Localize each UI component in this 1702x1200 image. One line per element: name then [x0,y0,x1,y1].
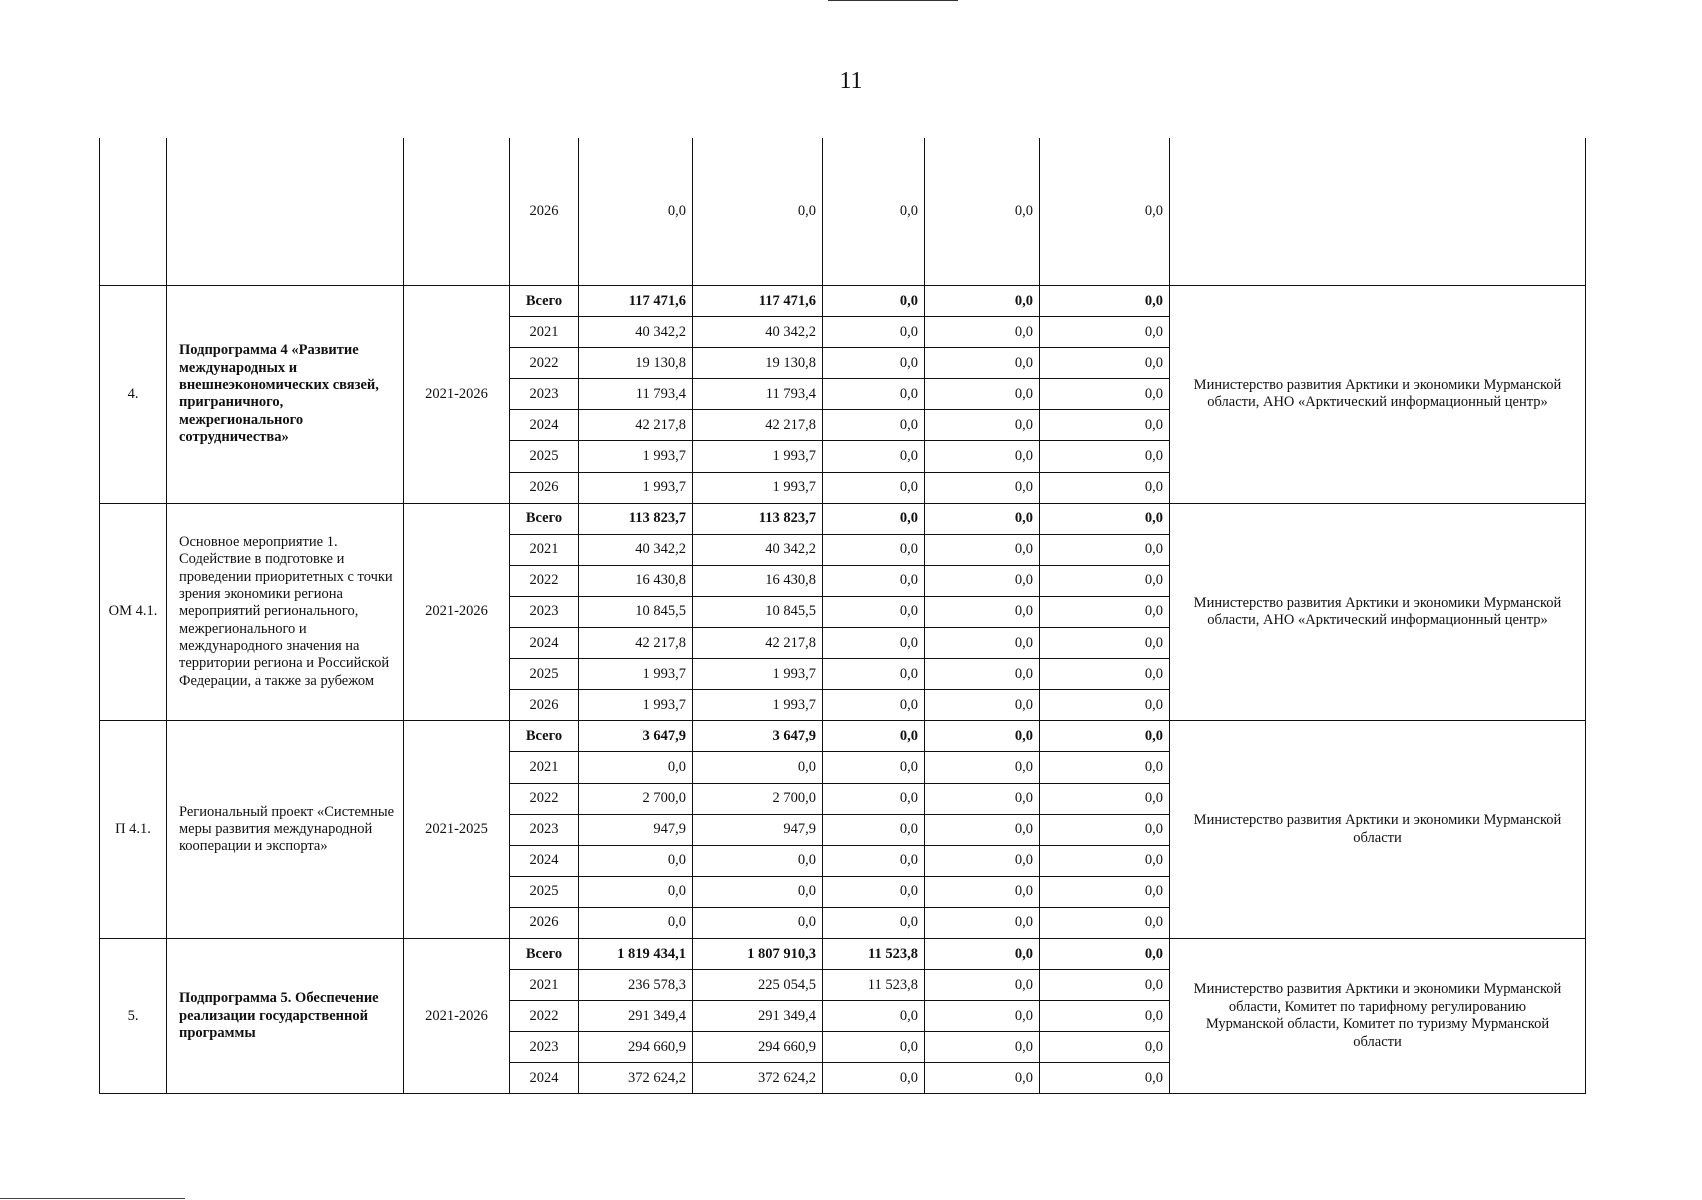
value-cell: 0,0 [925,286,1040,317]
year-cell: 2025 [510,441,579,472]
value-cell: 3 647,9 [693,721,823,752]
year-cell: 2025 [510,659,579,690]
year-cell: Всего [510,286,579,317]
value-cell: 0,0 [823,410,925,441]
budget-table [99,138,1586,1094]
value-cell: 0,0 [1040,138,1170,286]
value-cell: 0,0 [925,876,1040,907]
value-cell: 117 471,6 [579,286,693,317]
value-cell: 0,0 [823,534,925,565]
value-cell: 0,0 [925,938,1040,969]
year-cell: 2022 [510,565,579,596]
value-cell: 42 217,8 [693,628,823,659]
value-cell: 113 823,7 [693,503,823,534]
year-cell: 2025 [510,876,579,907]
value-cell: 0,0 [823,721,925,752]
value-cell: 0,0 [925,472,1040,503]
table-row [100,503,1586,534]
value-cell: 0,0 [579,907,693,938]
section-period: 2021-2026 [404,938,510,1093]
year-cell: 2022 [510,1001,579,1032]
value-cell: 0,0 [823,138,925,286]
value-cell: 0,0 [1040,752,1170,783]
section-number: 5. [100,938,167,1093]
year-cell: 2024 [510,1063,579,1094]
table-row [100,286,1586,317]
value-cell: 0,0 [1040,938,1170,969]
page-number: 11 [839,68,863,94]
value-cell: 42 217,8 [693,410,823,441]
value-cell: 0,0 [693,907,823,938]
section-period: 2021-2026 [404,503,510,721]
responsible-executor: Министерство развития Арктики и экономики Мурманской области [1170,721,1586,939]
value-cell: 0,0 [925,659,1040,690]
value-cell: 0,0 [925,379,1040,410]
responsible-executor: Министерство развития Арктики и экономики Мурманской области, Комитет по тарифному регулированию Мурманской области, Комитет по туризму Мурманской области [1170,938,1586,1093]
value-cell: 0,0 [823,503,925,534]
value-cell: 0,0 [925,1001,1040,1032]
value-cell: 0,0 [1040,472,1170,503]
value-cell: 1 819 434,1 [579,938,693,969]
value-cell: 0,0 [925,907,1040,938]
value-cell: 11 523,8 [823,970,925,1001]
value-cell: 0,0 [693,845,823,876]
value-cell: 0,0 [1040,534,1170,565]
value-cell: 0,0 [1040,628,1170,659]
value-cell: 0,0 [823,1032,925,1063]
year-cell: 2023 [510,1032,579,1063]
bottom-rule [0,1198,185,1199]
value-cell: 0,0 [823,907,925,938]
value-cell: 0,0 [925,410,1040,441]
section-name: Подпрограмма 4 «Развитие международных и внешнеэкономических связей, приграничного, межрегионального сотрудничества» [167,286,404,504]
value-cell: 10 845,5 [693,596,823,627]
value-cell: 0,0 [925,783,1040,814]
value-cell: 0,0 [925,1032,1040,1063]
value-cell: 1 993,7 [693,441,823,472]
value-cell: 0,0 [925,596,1040,627]
value-cell: 0,0 [1040,690,1170,721]
value-cell: 0,0 [925,814,1040,845]
value-cell: 0,0 [1040,596,1170,627]
value-cell: 0,0 [1040,814,1170,845]
value-cell: 0,0 [579,752,693,783]
value-cell: 0,0 [925,845,1040,876]
value-cell: 40 342,2 [579,534,693,565]
value-cell: 0,0 [1040,1063,1170,1094]
value-cell: 0,0 [1040,659,1170,690]
name-cell [167,138,404,286]
year-cell: Всего [510,503,579,534]
value-cell: 0,0 [823,379,925,410]
section-period: 2021-2026 [404,286,510,504]
year-cell: 2022 [510,783,579,814]
value-cell: 236 578,3 [579,970,693,1001]
value-cell: 42 217,8 [579,628,693,659]
value-cell: 294 660,9 [693,1032,823,1063]
year-cell: 2026 [510,472,579,503]
value-cell: 0,0 [823,659,925,690]
value-cell: 0,0 [823,1001,925,1032]
value-cell: 0,0 [925,752,1040,783]
value-cell: 19 130,8 [579,348,693,379]
responsible-executor: Министерство развития Арктики и экономики Мурманской области, АНО «Арктический информационный центр» [1170,503,1586,721]
value-cell: 291 349,4 [579,1001,693,1032]
year-cell: 2023 [510,814,579,845]
value-cell: 19 130,8 [693,348,823,379]
year-cell: 2023 [510,596,579,627]
value-cell: 0,0 [823,317,925,348]
value-cell: 11 793,4 [579,379,693,410]
year-cell: Всего [510,721,579,752]
value-cell: 3 647,9 [579,721,693,752]
value-cell: 0,0 [1040,379,1170,410]
value-cell: 0,0 [925,348,1040,379]
section-number: ОМ 4.1. [100,503,167,721]
table-body [100,138,1586,1094]
value-cell: 113 823,7 [579,503,693,534]
value-cell: 40 342,2 [693,317,823,348]
value-cell: 0,0 [1040,286,1170,317]
table-row [100,721,1586,752]
value-cell: 0,0 [925,565,1040,596]
value-cell: 0,0 [1040,876,1170,907]
value-cell: 372 624,2 [579,1063,693,1094]
year-cell: 2021 [510,534,579,565]
value-cell: 0,0 [925,628,1040,659]
value-cell: 225 054,5 [693,970,823,1001]
value-cell: 0,0 [925,970,1040,1001]
value-cell: 0,0 [1040,348,1170,379]
value-cell: 0,0 [925,534,1040,565]
value-cell: 0,0 [925,138,1040,286]
value-cell: 0,0 [1040,970,1170,1001]
value-cell: 0,0 [579,876,693,907]
year-cell: 2024 [510,628,579,659]
value-cell: 0,0 [823,286,925,317]
value-cell: 1 993,7 [579,690,693,721]
value-cell: 0,0 [823,628,925,659]
value-cell: 0,0 [1040,1032,1170,1063]
value-cell: 1 807 910,3 [693,938,823,969]
value-cell: 0,0 [579,845,693,876]
value-cell: 294 660,9 [579,1032,693,1063]
year-cell: 2021 [510,317,579,348]
section-name: Основное мероприятие 1. Содействие в подготовке и проведении приоритетных с точки зрения экономики региона мероприятий регионального, межрегионального и международного значения на территории региона и Российской Федерации, а также за рубежом [167,503,404,721]
value-cell: 0,0 [823,690,925,721]
value-cell: 0,0 [823,565,925,596]
value-cell: 2 700,0 [579,783,693,814]
value-cell: 0,0 [1040,441,1170,472]
value-cell: 11 523,8 [823,938,925,969]
value-cell: 0,0 [1040,317,1170,348]
value-cell: 0,0 [1040,410,1170,441]
responsible-executor: Министерство развития Арктики и экономики Мурманской области, АНО «Арктический информационный центр» [1170,286,1586,504]
value-cell: 0,0 [823,472,925,503]
section-number: П 4.1. [100,721,167,939]
value-cell: 0,0 [1040,1001,1170,1032]
period-cell [404,138,510,286]
year-cell: 2022 [510,348,579,379]
value-cell: 0,0 [693,138,823,286]
value-cell: 1 993,7 [579,659,693,690]
value-cell: 0,0 [823,845,925,876]
value-cell: 947,9 [579,814,693,845]
continuation-row [100,138,1586,286]
value-cell: 0,0 [693,752,823,783]
year-cell: 2026 [510,138,579,286]
value-cell: 0,0 [1040,721,1170,752]
value-cell: 0,0 [579,138,693,286]
value-cell: 0,0 [925,503,1040,534]
section-period: 2021-2025 [404,721,510,939]
value-cell: 0,0 [823,752,925,783]
year-cell: 2024 [510,845,579,876]
value-cell: 0,0 [823,348,925,379]
value-cell: 11 793,4 [693,379,823,410]
value-cell: 291 349,4 [693,1001,823,1032]
value-cell: 0,0 [823,783,925,814]
value-cell: 947,9 [693,814,823,845]
value-cell: 0,0 [925,1063,1040,1094]
value-cell: 16 430,8 [693,565,823,596]
value-cell: 0,0 [1040,503,1170,534]
value-cell: 0,0 [1040,565,1170,596]
value-cell: 0,0 [925,441,1040,472]
value-cell: 0,0 [1040,783,1170,814]
value-cell: 1 993,7 [579,472,693,503]
top-rule [828,0,958,1]
value-cell: 2 700,0 [693,783,823,814]
value-cell: 0,0 [823,1063,925,1094]
year-cell: 2026 [510,907,579,938]
table-row [100,938,1586,969]
year-cell: 2021 [510,970,579,1001]
section-number: 4. [100,286,167,504]
value-cell: 0,0 [693,876,823,907]
value-cell: 40 342,2 [693,534,823,565]
value-cell: 42 217,8 [579,410,693,441]
year-cell: 2021 [510,752,579,783]
responsible-cell [1170,138,1586,286]
value-cell: 0,0 [925,721,1040,752]
value-cell: 1 993,7 [693,472,823,503]
value-cell: 0,0 [1040,907,1170,938]
value-cell: 1 993,7 [693,690,823,721]
value-cell: 0,0 [823,441,925,472]
value-cell: 0,0 [925,317,1040,348]
value-cell: 0,0 [823,596,925,627]
year-cell: 2023 [510,379,579,410]
year-cell: 2026 [510,690,579,721]
value-cell: 1 993,7 [579,441,693,472]
value-cell: 16 430,8 [579,565,693,596]
value-cell: 0,0 [925,690,1040,721]
value-cell: 10 845,5 [579,596,693,627]
number-cell [100,138,167,286]
value-cell: 0,0 [823,876,925,907]
value-cell: 117 471,6 [693,286,823,317]
value-cell: 1 993,7 [693,659,823,690]
value-cell: 0,0 [1040,845,1170,876]
year-cell: Всего [510,938,579,969]
section-name: Региональный проект «Системные меры развития международной кооперации и экспорта» [167,721,404,939]
value-cell: 0,0 [823,814,925,845]
year-cell: 2024 [510,410,579,441]
value-cell: 40 342,2 [579,317,693,348]
section-name: Подпрограмма 5. Обеспечение реализации государственной программы [167,938,404,1093]
value-cell: 372 624,2 [693,1063,823,1094]
